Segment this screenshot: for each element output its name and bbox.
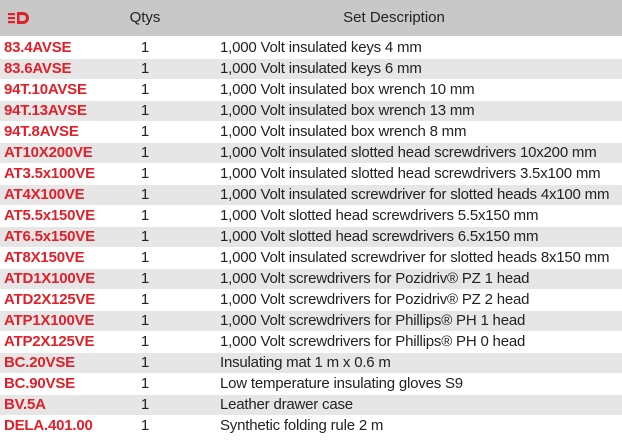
table-row [0,38,622,58]
part-code: AT4X100VE [4,186,85,203]
quantity: 1 [140,249,150,266]
quantity: 1 [140,207,150,224]
part-code: AT6.5x150VE [4,228,95,245]
set-description: 1,000 Volt slotted head screwdrivers 6.5x150 mm [220,228,539,245]
table-row [0,353,622,373]
quantity: 1 [140,81,150,98]
quantity: 1 [140,228,150,245]
part-code: AT5.5x150VE [4,207,95,224]
qty-column-header: Qtys [129,9,161,26]
set-description: 1,000 Volt insulated slotted head screwdrivers 3.5x100 mm [220,165,601,182]
table-row [0,185,622,205]
part-code: AT10X200VE [4,144,93,161]
table-row [0,290,622,310]
table-row [0,374,622,394]
table-row [0,80,622,100]
set-description: 1,000 Volt screwdrivers for Pozidriv® PZ 1 head [220,270,530,287]
set-description: Leather drawer case [220,396,353,413]
quantity: 1 [140,60,150,77]
part-code: ATP2X125VE [4,333,95,350]
quantity: 1 [140,396,150,413]
part-code: ATP1X100VE [4,312,95,329]
table-header [0,0,622,36]
quantity: 1 [140,186,150,203]
brand-logo-icon [8,11,32,25]
table-body [0,38,622,437]
table-row [0,332,622,352]
part-code: 94T.10AVSE [4,81,87,98]
quantity: 1 [140,165,150,182]
part-code: 94T.8AVSE [4,123,79,140]
quantity: 1 [140,123,150,140]
table-row [0,143,622,163]
quantity: 1 [140,270,150,287]
table-row [0,59,622,79]
set-description: 1,000 Volt insulated keys 4 mm [220,39,422,56]
quantity: 1 [140,144,150,161]
part-code: AT3.5x100VE [4,165,95,182]
set-description: 1,000 Volt insulated screwdriver for slotted heads 8x150 mm [220,249,610,266]
set-description: 1,000 Volt screwdrivers for Phillips® PH 0 head [220,333,526,350]
set-description: 1,000 Volt insulated keys 6 mm [220,60,422,77]
set-description: 1,000 Volt insulated box wrench 13 mm [220,102,475,119]
table-row [0,101,622,121]
part-code: ATD2X125VE [4,291,96,308]
set-description: 1,000 Volt screwdrivers for Pozidriv® PZ 2 head [220,291,530,308]
part-code: 83.6AVSE [4,60,72,77]
quantity: 1 [140,312,150,329]
quantity: 1 [140,39,150,56]
quantity: 1 [140,291,150,308]
part-code: BV.5A [4,396,46,413]
quantity: 1 [140,417,150,434]
set-description: 1,000 Volt insulated box wrench 10 mm [220,81,475,98]
table-row [0,416,622,436]
quantity: 1 [140,354,150,371]
table-row [0,395,622,415]
part-code: BC.90VSE [4,375,75,392]
set-description: 1,000 Volt screwdrivers for Phillips® PH 1 head [220,312,526,329]
table-row [0,206,622,226]
set-description: 1,000 Volt slotted head screwdrivers 5.5x150 mm [220,207,539,224]
description-column-header: Set Description [343,9,445,26]
table-row [0,269,622,289]
set-description: Insulating mat 1 m x 0.6 m [220,354,391,371]
table-row [0,122,622,142]
part-code: AT8X150VE [4,249,85,266]
part-code: DELA.401.00 [4,417,93,434]
table-row [0,248,622,268]
quantity: 1 [140,375,150,392]
quantity: 1 [140,333,150,350]
set-description: Synthetic folding rule 2 m [220,417,384,434]
set-description: Low temperature insulating gloves S9 [220,375,463,392]
part-code: 83.4AVSE [4,39,72,56]
table-row [0,311,622,331]
set-description: 1,000 Volt insulated screwdriver for slotted heads 4x100 mm [220,186,610,203]
quantity: 1 [140,102,150,119]
part-code: BC.20VSE [4,354,75,371]
part-code: 94T.13AVSE [4,102,87,119]
part-code: ATD1X100VE [4,270,96,287]
set-description: 1,000 Volt insulated slotted head screwdrivers 10x200 mm [220,144,597,161]
table-row [0,227,622,247]
set-description: 1,000 Volt insulated box wrench 8 mm [220,123,467,140]
table-row [0,164,622,184]
